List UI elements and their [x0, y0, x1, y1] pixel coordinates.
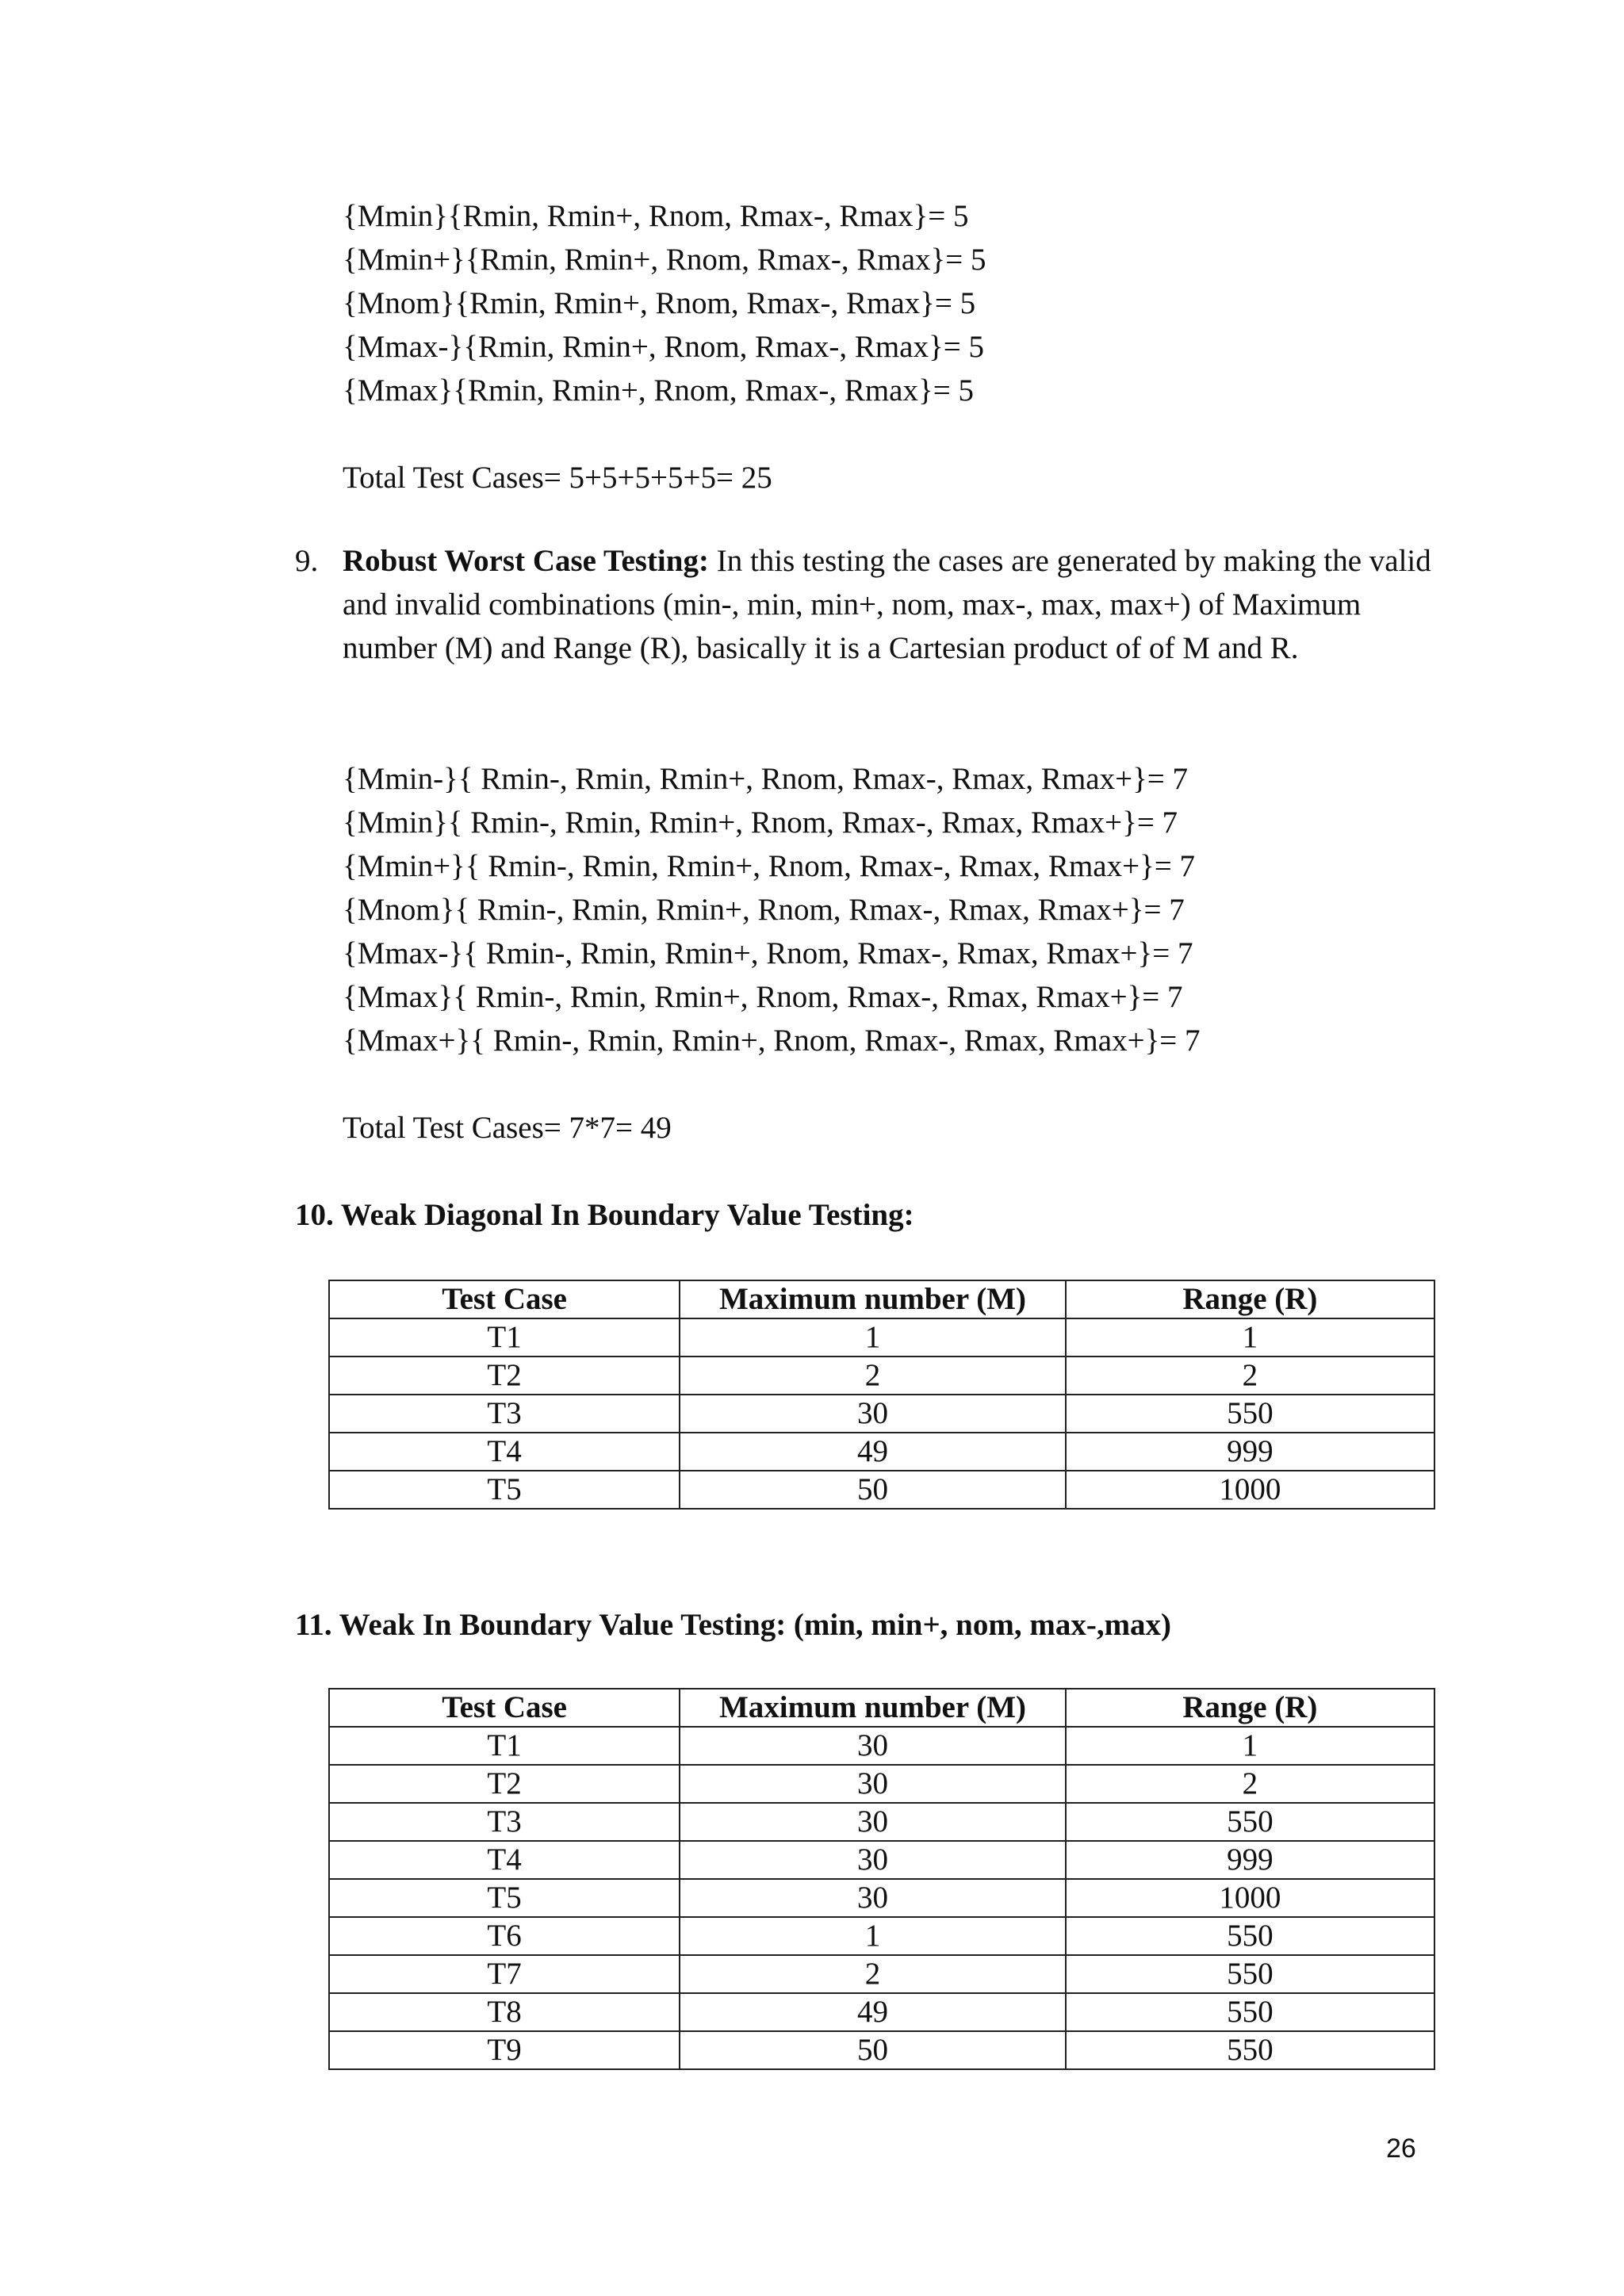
table-cell: T6 — [329, 1917, 680, 1955]
table-cell: 30 — [680, 1879, 1066, 1917]
table-row — [329, 1765, 1434, 1803]
table-row — [329, 1471, 1434, 1509]
table-cell: T4 — [329, 1841, 680, 1879]
table-cell: 999 — [1066, 1433, 1434, 1471]
table-header-row — [329, 1689, 1434, 1727]
combination-line: {Mmax+}{ Rmin-, Rmin, Rmin+, Rnom, Rmax-, Rmax, Rmax+}= 7 — [343, 1024, 1201, 1058]
table-row — [329, 1318, 1434, 1357]
table-cell: 1 — [1066, 1727, 1434, 1765]
item-title: Robust Worst Case Testing: — [343, 544, 709, 578]
table-cell: 30 — [680, 1765, 1066, 1803]
section-11-heading: 11. Weak In Boundary Value Testing: (min, min+, nom, max-,max) — [295, 1608, 1172, 1642]
table-cell: 30 — [680, 1395, 1066, 1433]
table-cell: T9 — [329, 2031, 680, 2069]
table-cell: 50 — [680, 2031, 1066, 2069]
table-cell: 50 — [680, 1471, 1066, 1509]
header-test-case: Test Case — [329, 1280, 680, 1318]
table-cell: 550 — [1066, 1803, 1434, 1841]
table-cell: 1 — [1066, 1318, 1434, 1357]
table-row — [329, 1395, 1434, 1433]
header-maximum-number: Maximum number (M) — [680, 1280, 1066, 1318]
combination-line: {Mnom}{ Rmin-, Rmin, Rmin+, Rnom, Rmax-, Rmax, Rmax+}= 7 — [343, 893, 1185, 927]
table-row — [329, 1841, 1434, 1879]
header-maximum-number: Maximum number (M) — [680, 1689, 1066, 1727]
table-cell: T7 — [329, 1955, 680, 1993]
table-cell: T1 — [329, 1727, 680, 1765]
table-cell: T2 — [329, 1765, 680, 1803]
combination-line: {Mmin+}{ Rmin-, Rmin, Rmin+, Rnom, Rmax-, Rmax, Rmax+}= 7 — [343, 849, 1196, 883]
table-cell: T5 — [329, 1879, 680, 1917]
header-range: Range (R) — [1066, 1689, 1434, 1727]
header-range: Range (R) — [1066, 1280, 1434, 1318]
table-row — [329, 1993, 1434, 2031]
weak-diagonal-table — [328, 1280, 1435, 1510]
table-row — [329, 1357, 1434, 1395]
total-test-cases: Total Test Cases= 5+5+5+5+5= 25 — [343, 461, 772, 495]
table-row — [329, 1917, 1434, 1955]
header-test-case: Test Case — [329, 1689, 680, 1727]
table-cell: 30 — [680, 1727, 1066, 1765]
table-header-row — [329, 1280, 1434, 1318]
page-number: 26 — [1386, 2133, 1416, 2164]
table-cell: 1000 — [1066, 1879, 1434, 1917]
combination-line: {Mmin-}{ Rmin-, Rmin, Rmin+, Rnom, Rmax-, Rmax, Rmax+}= 7 — [343, 762, 1189, 796]
section-10-heading: 10. Weak Diagonal In Boundary Value Testing: — [295, 1198, 914, 1232]
combination-line: {Mmin}{Rmin, Rmin+, Rnom, Rmax-, Rmax}= 5 — [343, 199, 969, 233]
table-cell: 30 — [680, 1841, 1066, 1879]
table-cell: 550 — [1066, 1917, 1434, 1955]
table-cell: 2 — [680, 1955, 1066, 1993]
table-cell: 2 — [1066, 1357, 1434, 1395]
table-row — [329, 1803, 1434, 1841]
table-cell: T2 — [329, 1357, 680, 1395]
table-row — [329, 2031, 1434, 2069]
combination-line: {Mnom}{Rmin, Rmin+, Rnom, Rmax-, Rmax}= 5 — [343, 286, 976, 320]
table-cell: 1000 — [1066, 1471, 1434, 1509]
combination-line: {Mmin+}{Rmin, Rmin+, Rnom, Rmax-, Rmax}= 5 — [343, 243, 986, 277]
table-cell: T4 — [329, 1433, 680, 1471]
table-cell: 550 — [1066, 2031, 1434, 2069]
table-cell: T3 — [329, 1803, 680, 1841]
table-cell: 49 — [680, 1993, 1066, 2031]
table-row — [329, 1955, 1434, 1993]
table-cell: 2 — [680, 1357, 1066, 1395]
table-cell: 30 — [680, 1803, 1066, 1841]
table-cell: 999 — [1066, 1841, 1434, 1879]
table-cell: T8 — [329, 1993, 680, 2031]
table-cell: 49 — [680, 1433, 1066, 1471]
total-test-cases: Total Test Cases= 7*7= 49 — [343, 1111, 672, 1145]
combination-line: {Mmax-}{Rmin, Rmin+, Rnom, Rmax-, Rmax}= 5 — [343, 330, 984, 364]
table-cell: T5 — [329, 1471, 680, 1509]
combination-line: {Mmax}{ Rmin-, Rmin, Rmin+, Rnom, Rmax-, Rmax, Rmax+}= 7 — [343, 980, 1183, 1014]
table-cell: T1 — [329, 1318, 680, 1357]
combination-line: {Mmax}{Rmin, Rmin+, Rnom, Rmax-, Rmax}= 5 — [343, 373, 974, 408]
table-row — [329, 1727, 1434, 1765]
list-number-9: 9. — [295, 544, 319, 578]
robust-worst-case-paragraph — [343, 539, 1453, 670]
table-cell: 1 — [680, 1318, 1066, 1357]
table-row — [329, 1879, 1434, 1917]
table-cell: 550 — [1066, 1993, 1434, 2031]
table-cell: 1 — [680, 1917, 1066, 1955]
combination-line: {Mmax-}{ Rmin-, Rmin, Rmin+, Rnom, Rmax-, Rmax, Rmax+}= 7 — [343, 936, 1193, 970]
item-text: In this testing the cases are generated by making the valid and invalid combinations (min-, min, min+, nom, max-, max, max+) of Maximum number (M) and Range (R), basically it is a Cartesian product of of M and R. — [343, 544, 1431, 665]
table-cell: 550 — [1066, 1955, 1434, 1993]
table-cell: T3 — [329, 1395, 680, 1433]
table-cell: 550 — [1066, 1395, 1434, 1433]
table-row — [329, 1433, 1434, 1471]
table-cell: 2 — [1066, 1765, 1434, 1803]
weak-in-boundary-table — [328, 1688, 1435, 2070]
combination-line: {Mmin}{ Rmin-, Rmin, Rmin+, Rnom, Rmax-, Rmax, Rmax+}= 7 — [343, 806, 1178, 840]
